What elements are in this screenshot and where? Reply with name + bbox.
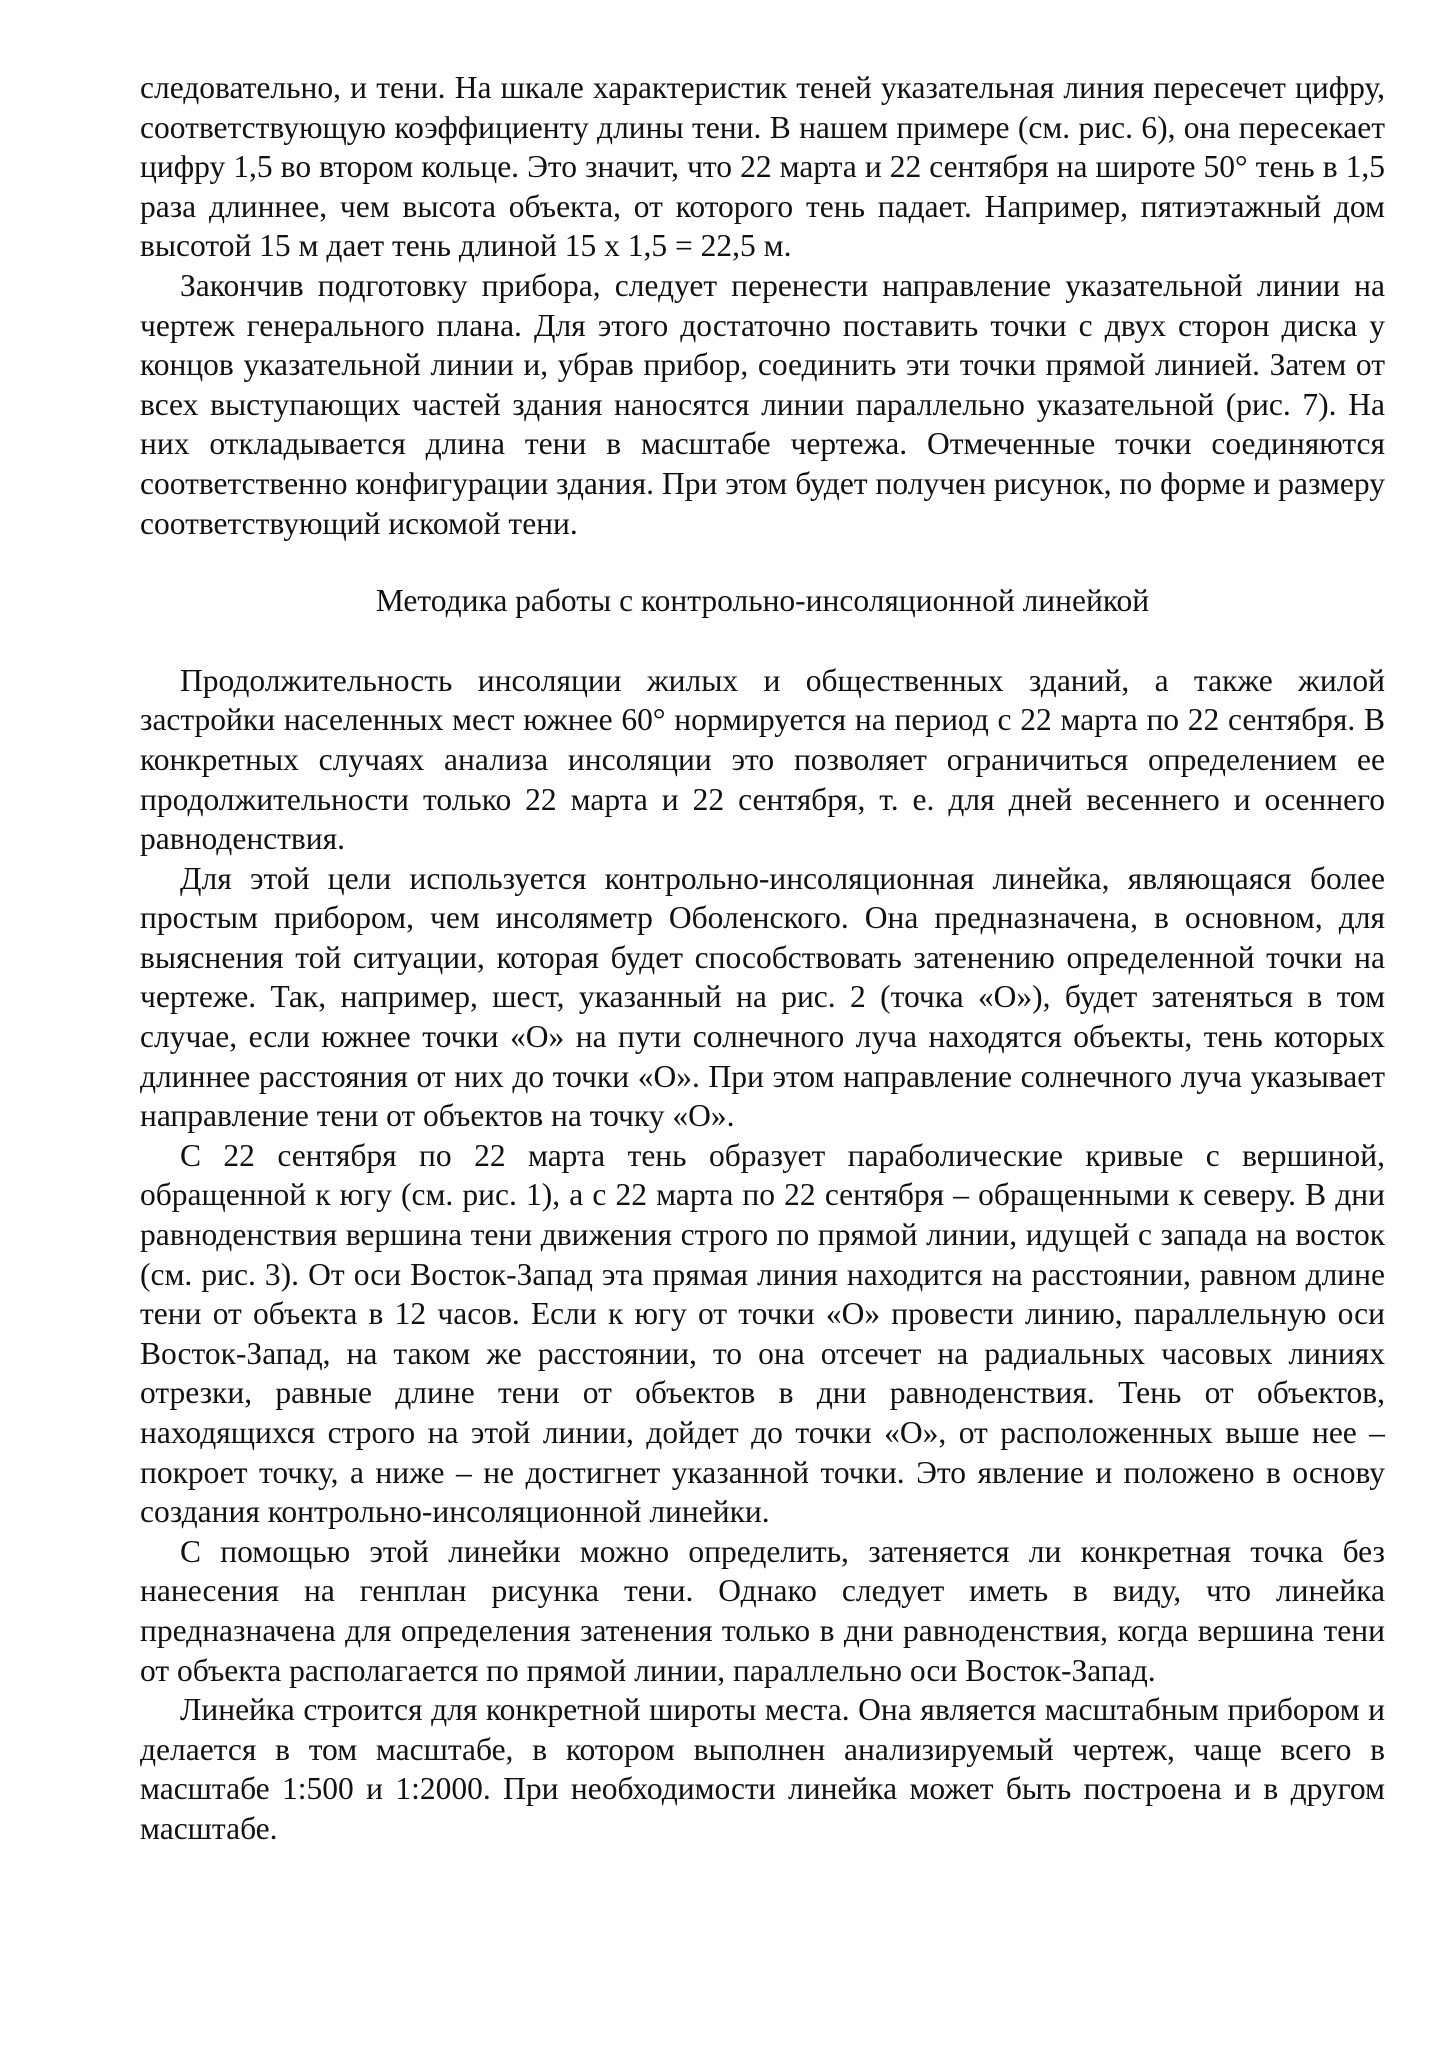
- paragraph-shadow-curves: С 22 сентября по 22 марта тень образует параболические кривые с вершиной, обращенной к югу (см. рис. 1), а с 22 марта по 22 сентября – обращенными к северу. В дни равноденствия вершина тени движения строго по прямой линии, идущей с запада на восток (см. рис. 3). От оси Восток-Запад эта прямая линия находится на расстоянии, равном длине тени от объекта в 12 часов. Если к югу от точки «О» провести линию, параллельную оси Восток-Запад, на таком же расстоянии, то она отсечет на радиальных часовых линиях отрезки, равные длине тени от объектов в дни равноденствия. Тень от объектов, находящихся строго на этой линии, дойдет до точки «О», от расположенных выше нее – покроет точку, а ниже – не достигнет указанной точки. Это явление и положено в основу создания контрольно-инсоляционной линейки.: [140, 1137, 1385, 1530]
- section-heading: Методика работы с контрольно-инсоляционной линейкой: [375, 583, 1150, 619]
- paragraph-transfer-direction: Закончив подготовку прибора, следует перенести направление указательной линии на чертеж генерального плана. Для этого достаточно поставить точки с двух сторон диска у концов указательной линии и, убрав прибор, соединить эти точки прямой линией. Затем от всех выступающих частей здания наносятся линии параллельно указательной (рис. 7). На них откладывается длина тени в масштабе чертежа. Отмеченные точки соединяются соответственно конфигурации здания. При этом будет получен рисунок, по форме и размеру соответствующий искомой тени.: [140, 267, 1385, 541]
- paragraph-ruler-scale: Линейка строится для конкретной широты места. Она является масштабным прибором и делается в том масштабе, в котором выполнен анализируемый чертеж, чаще всего в масштабе 1:500 и 1:2000. При необходимости линейка может быть построена и в другом масштабе.: [140, 1692, 1385, 1846]
- paragraph-insolation-duration: Продолжительность инсоляции жилых и общественных зданий, а также жилой застройки населенных мест южнее 60° нормируется на период с 22 марта по 22 сентября. В конкретных случаях анализа инсоляции это позволяет ограничиться определением ее продолжительности только 22 марта и 22 сентября, т. е. для дней весеннего и осеннего равноденствия.: [140, 662, 1385, 857]
- paragraph-ruler-usage: С помощью этой линейки можно определить, затеняется ли конкретная точка без нанесения на генплан рисунка тени. Однако следует иметь в виду, что линейка предназначена для определения затенения только в дни равноденствия, когда вершина тени от объекта располагается по прямой линии, параллельно оси Восток-Запад.: [140, 1533, 1385, 1688]
- paragraph-ruler-purpose: Для этой цели используется контрольно-инсоляционная линейка, являющаяся более простым прибором, чем инсоляметр Оболенского. Она предназначена, в основном, для выяснения той ситуации, которая будет способствовать затенению определенной точки на чертеже. Так, например, шест, указанный на рис. 2 (точка «О»), будет затеняться в том случае, если южнее точки «О» на пути солнечного луча находятся объекты, тень которых длиннее расстояния от них до точки «О». При этом направление солнечного луча указывает направление тени от объектов на точку «О».: [140, 860, 1385, 1134]
- paragraph-shadow-scale: следовательно, и тени. На шкале характеристик теней указательная линия пересечет цифру, соответствующую коэффициенту длины тени. В нашем примере (см. рис. 6), она пересекает цифру 1,5 во втором кольце. Это значит, что 22 марта и 22 сентября на широте 50° тень в 1,5 раза длиннее, чем высота объекта, от которого тень падает. Например, пятиэтажный дом высотой 15 м дает тень длиной 15 х 1,5 = 22,5 м.: [140, 70, 1385, 264]
- document-page: [140, 68, 1385, 1849]
